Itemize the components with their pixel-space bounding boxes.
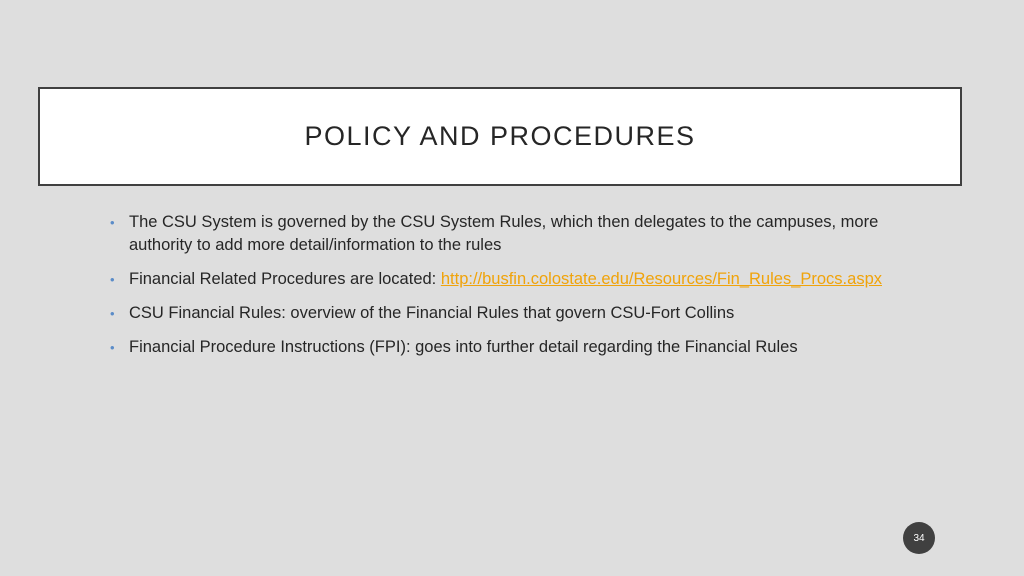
bullet-item <box>110 302 940 325</box>
bullet-item <box>110 336 940 359</box>
page-number-badge <box>903 522 935 554</box>
bullet-list <box>110 211 940 370</box>
bullet-dot-icon: • <box>110 215 115 230</box>
bullet-text: Financial Related Procedures are located: <box>129 270 441 288</box>
bullet-text: CSU Financial Rules: overview of the Financial Rules that govern CSU-Fort Collins <box>129 304 735 322</box>
bullet-item <box>110 211 940 257</box>
procedures-link[interactable]: http://busfin.colostate.edu/Resources/Fin_Rules_Procs.aspx <box>440 270 882 288</box>
page-number: 34 <box>913 532 925 544</box>
bullet-item <box>110 268 940 291</box>
bullet-dot-icon: • <box>110 340 115 355</box>
bullet-text: The CSU System is governed by the CSU System Rules, which then delegates to the campuses, more authority to add more detail/information to the rules <box>129 213 879 254</box>
title-box <box>38 87 962 186</box>
bullet-text: Financial Procedure Instructions (FPI): goes into further detail regarding the Financial Rules <box>129 338 798 356</box>
bullet-dot-icon: • <box>110 306 115 321</box>
slide-title: POLICY AND PROCEDURES <box>304 121 696 151</box>
bullet-dot-icon: • <box>110 272 115 287</box>
